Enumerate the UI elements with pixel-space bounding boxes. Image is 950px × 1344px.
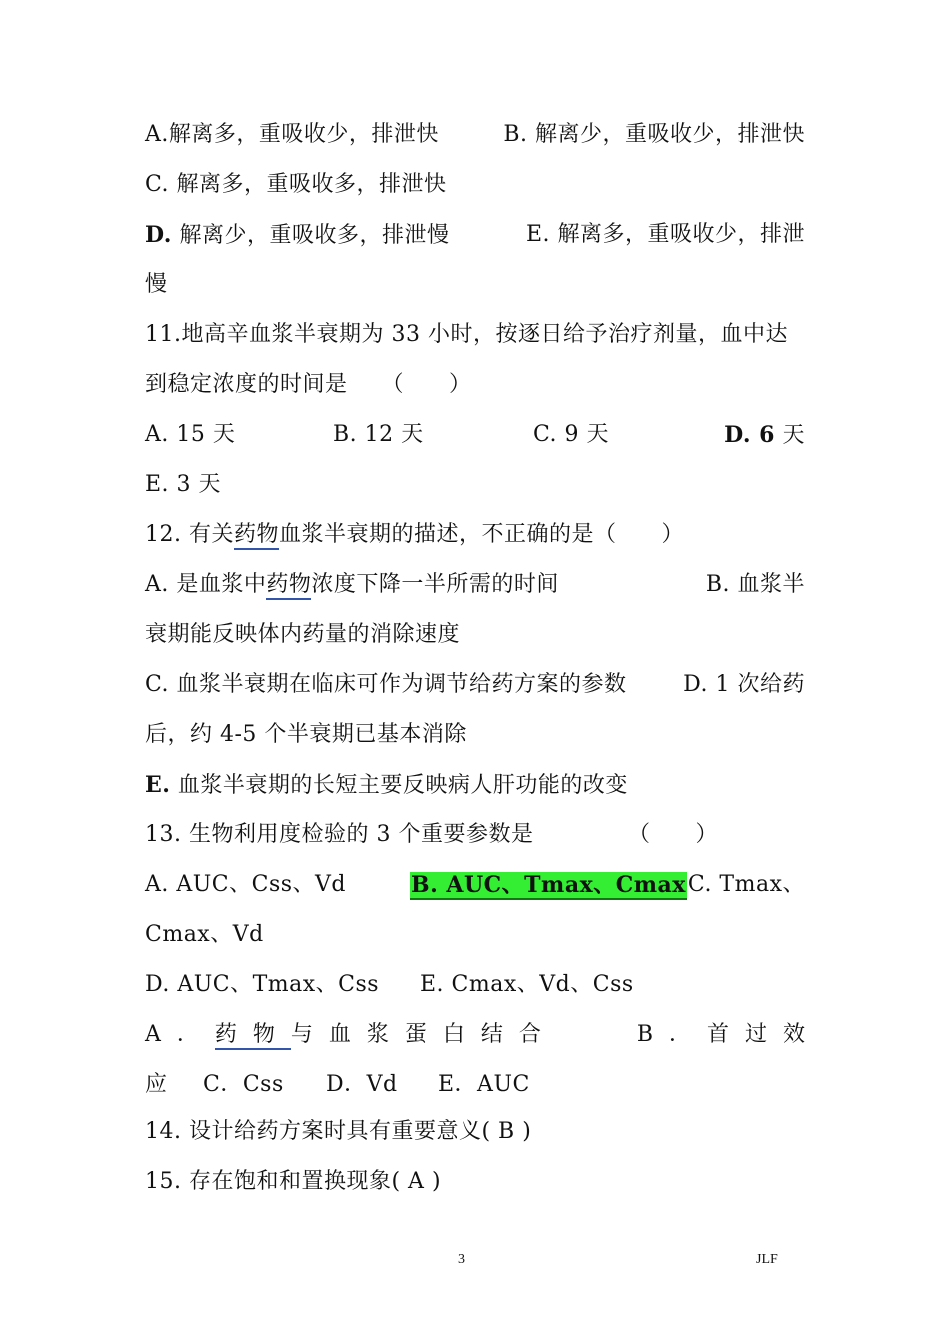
q11-option-b: B. 12 天: [333, 422, 424, 447]
q12-stem-pre: 12. 有关: [145, 522, 234, 547]
page-number: 3: [458, 1252, 465, 1267]
q13-option-d: D. AUC、Tmax、Css: [145, 972, 380, 997]
shared-option-b-cont: 应: [145, 1072, 168, 1097]
q12-option-b: B. 血浆半: [705, 572, 805, 597]
shared-option-b: B．首过效: [636, 1022, 821, 1047]
q11-stem-line2: 到稳定浓度的时间是 （ ）: [145, 372, 472, 397]
shared-option-a-pre: A．: [145, 1022, 215, 1047]
q12-option-a-underlined: 药物: [266, 572, 311, 600]
q12-stem-underlined: 药物: [234, 522, 279, 550]
q11-option-e: E. 3 天: [145, 472, 222, 497]
q11-option-d: [724, 415, 805, 455]
q10-option-e: E. 解离多，重吸收少，排泄: [525, 222, 805, 247]
q12-option-b-cont: 衰期能反映体内药量的消除速度: [145, 622, 461, 647]
q12-stem: [145, 515, 684, 555]
q11-option-c: C. 9 天: [533, 422, 610, 447]
shared-option-c: C．Css: [203, 1072, 284, 1097]
q12-option-a-post: 浓度下降一半所需的时间: [311, 572, 559, 597]
q10-option-d-text: 解离少，重吸收多，排泄慢: [171, 223, 450, 248]
shared-option-a-underlined: 药物: [215, 1022, 291, 1050]
q11-option-d-unit: 天: [782, 423, 805, 448]
shared-option-a: [145, 1015, 557, 1055]
q13-stem: 13. 生物利用度检验的 3 个重要参数是: [145, 822, 534, 847]
q13-option-e: E. Cmax、Vd、Css: [420, 972, 634, 997]
q12-option-a: [145, 565, 559, 605]
q12-option-e-text: 血浆半衰期的长短主要反映病人肝功能的改变: [170, 773, 628, 798]
q12-option-e-letter: E.: [145, 772, 171, 798]
q10-option-e-cont: 慢: [145, 272, 168, 297]
footer-author: JLF: [756, 1252, 778, 1267]
q13-option-c: C. Tmax、: [687, 872, 805, 897]
q11-option-d-bold: D. 6: [724, 422, 775, 448]
q13-option-a: A. AUC、Css、Vd: [145, 872, 347, 897]
q14: 14. 设计给药方案时具有重要意义( B ): [145, 1119, 532, 1144]
q10-option-b: B. 解离少，重吸收少，排泄快: [503, 122, 805, 147]
q12-option-d-cont: 后，约 4-5 个半衰期已基本消除: [145, 722, 467, 747]
shared-option-a-post: 与血浆蛋白结合: [290, 1022, 557, 1047]
q10-option-d: [145, 215, 449, 255]
q12-option-d: D. 1 次给药: [683, 672, 805, 697]
q12-option-a-pre: A. 是血浆中: [145, 572, 267, 597]
q10-option-d-letter: D.: [145, 222, 172, 248]
q11-stem-line1: 11.地高辛血浆半衰期为 33 小时，按逐日给予治疗剂量，血中达: [145, 322, 788, 347]
q13-option-b-highlighted: B. AUC、Tmax、Cmax: [411, 872, 686, 898]
q13-option-c-cont: Cmax、Vd: [145, 922, 264, 947]
q10-option-a: A.解离多，重吸收少，排泄快: [145, 122, 439, 147]
q13-answer-paren: （ ）: [628, 822, 719, 847]
q12-stem-post: 血浆半衰期的描述，不正确的是（ ）: [279, 522, 685, 547]
q10-option-c: C. 解离多，重吸收多，排泄快: [145, 172, 447, 197]
q12-option-c: C. 血浆半衰期在临床可作为调节给药方案的参数: [145, 672, 627, 697]
shared-option-e: E．AUC: [438, 1072, 530, 1097]
q13-option-b: [410, 865, 687, 905]
q11-option-a: A. 15 天: [145, 422, 236, 447]
q12-option-e: [145, 765, 628, 805]
q15: 15. 存在饱和和置换现象( A ): [145, 1169, 442, 1194]
shared-option-d: D．Vd: [326, 1072, 398, 1097]
